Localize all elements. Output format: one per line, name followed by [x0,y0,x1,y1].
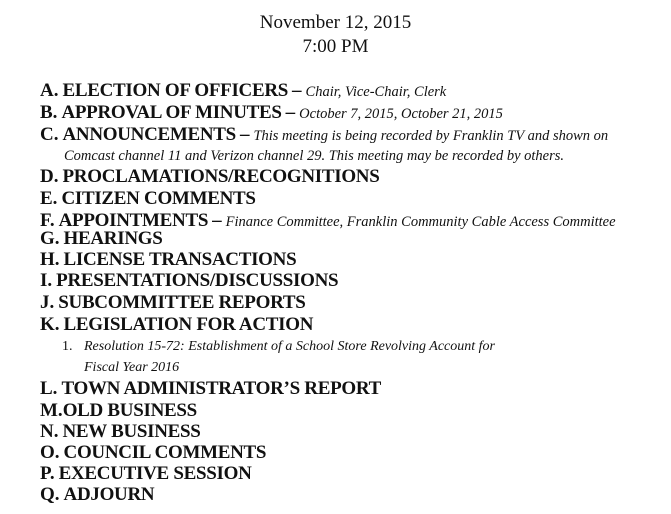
item-title: SUBCOMMITTEE REPORTS [58,292,306,313]
agenda-item-e [40,188,256,210]
subitem-number: 1. [62,339,73,354]
item-title: PRESENTATIONS/DISCUSSIONS [56,270,339,291]
agenda-item-p [40,463,252,485]
item-title: HEARINGS [63,228,163,249]
item-title: COUNCIL COMMENTS [63,442,267,463]
item-letter: Q. [40,484,60,505]
item-letter: L. [40,378,58,399]
item-note: Chair, Vice-Chair, Clerk [305,84,447,100]
item-letter: B. [40,102,58,123]
agenda-item-n [40,421,201,443]
agenda-item-m [40,400,197,422]
item-letter: K. [40,314,60,335]
agenda-item-q [40,484,154,506]
item-title: OLD BUSINESS [62,400,197,421]
item-letter: E. [40,188,58,209]
item-title: TOWN ADMINISTRATOR’S REPORT [61,378,382,399]
item-title: LEGISLATION FOR ACTION [63,314,314,335]
item-title: ELECTION OF OFFICERS [62,80,289,101]
item-title: APPROVAL OF MINUTES [61,102,282,123]
item-dash: – [292,80,302,101]
subitem-text: Resolution 15-72: Establishment of a School Store Revolving Account for [84,339,495,354]
subitem-text-continued: Fiscal Year 2016 [84,360,180,375]
item-letter: G. [40,228,60,249]
item-letter: O. [40,442,60,463]
item-title: ANNOUNCEMENTS [62,124,236,145]
agenda-item-i [40,270,338,292]
item-title: CITIZEN COMMENTS [61,188,256,209]
agenda-item-h [40,249,296,271]
item-letter: C. [40,124,59,145]
agenda-item-j [40,292,306,314]
item-title: EXECUTIVE SESSION [58,463,252,484]
item-letter: M. [40,400,63,421]
agenda-item-a [40,80,446,102]
item-dash: – [239,124,250,145]
agenda-item-g [40,228,163,250]
item-letter: P. [40,463,55,484]
meeting-time: 7:00 PM [302,36,369,57]
item-letter: A. [40,80,59,101]
item-title: PROCLAMATIONS/RECOGNITIONS [62,166,380,187]
agenda-item-k [40,314,313,336]
item-note: October 7, 2015, October 21, 2015 [299,106,503,122]
item-title: ADJOURN [63,484,155,505]
item-note-continued: Comcast channel 11 and Verizon channel 29. This meeting may be recorded by others. [64,148,565,164]
item-title: APPOINTMENTS [58,210,209,231]
item-note: This meeting is being recorded by Franklin TV and shown on [253,128,609,144]
agenda-item-b [40,102,503,124]
item-title: NEW BUSINESS [62,421,201,442]
subitem-resolution [62,339,495,355]
item-letter: F. [40,210,55,231]
item-title: LICENSE TRANSACTIONS [63,249,297,270]
agenda-item-d [40,166,380,188]
item-letter: N. [40,421,59,442]
meeting-date: November 12, 2015 [259,12,412,33]
item-dash: – [285,102,296,123]
item-note: Finance Committee, Franklin Community Cable Access Committee [225,214,616,230]
agenda-item-c [40,124,608,146]
item-dash: – [212,210,222,231]
item-letter: H. [40,249,60,270]
item-letter: I. [40,270,53,291]
agenda-item-o [40,442,266,464]
item-letter: J. [40,292,55,313]
agenda-item-l [40,378,381,400]
item-letter: D. [40,166,59,187]
